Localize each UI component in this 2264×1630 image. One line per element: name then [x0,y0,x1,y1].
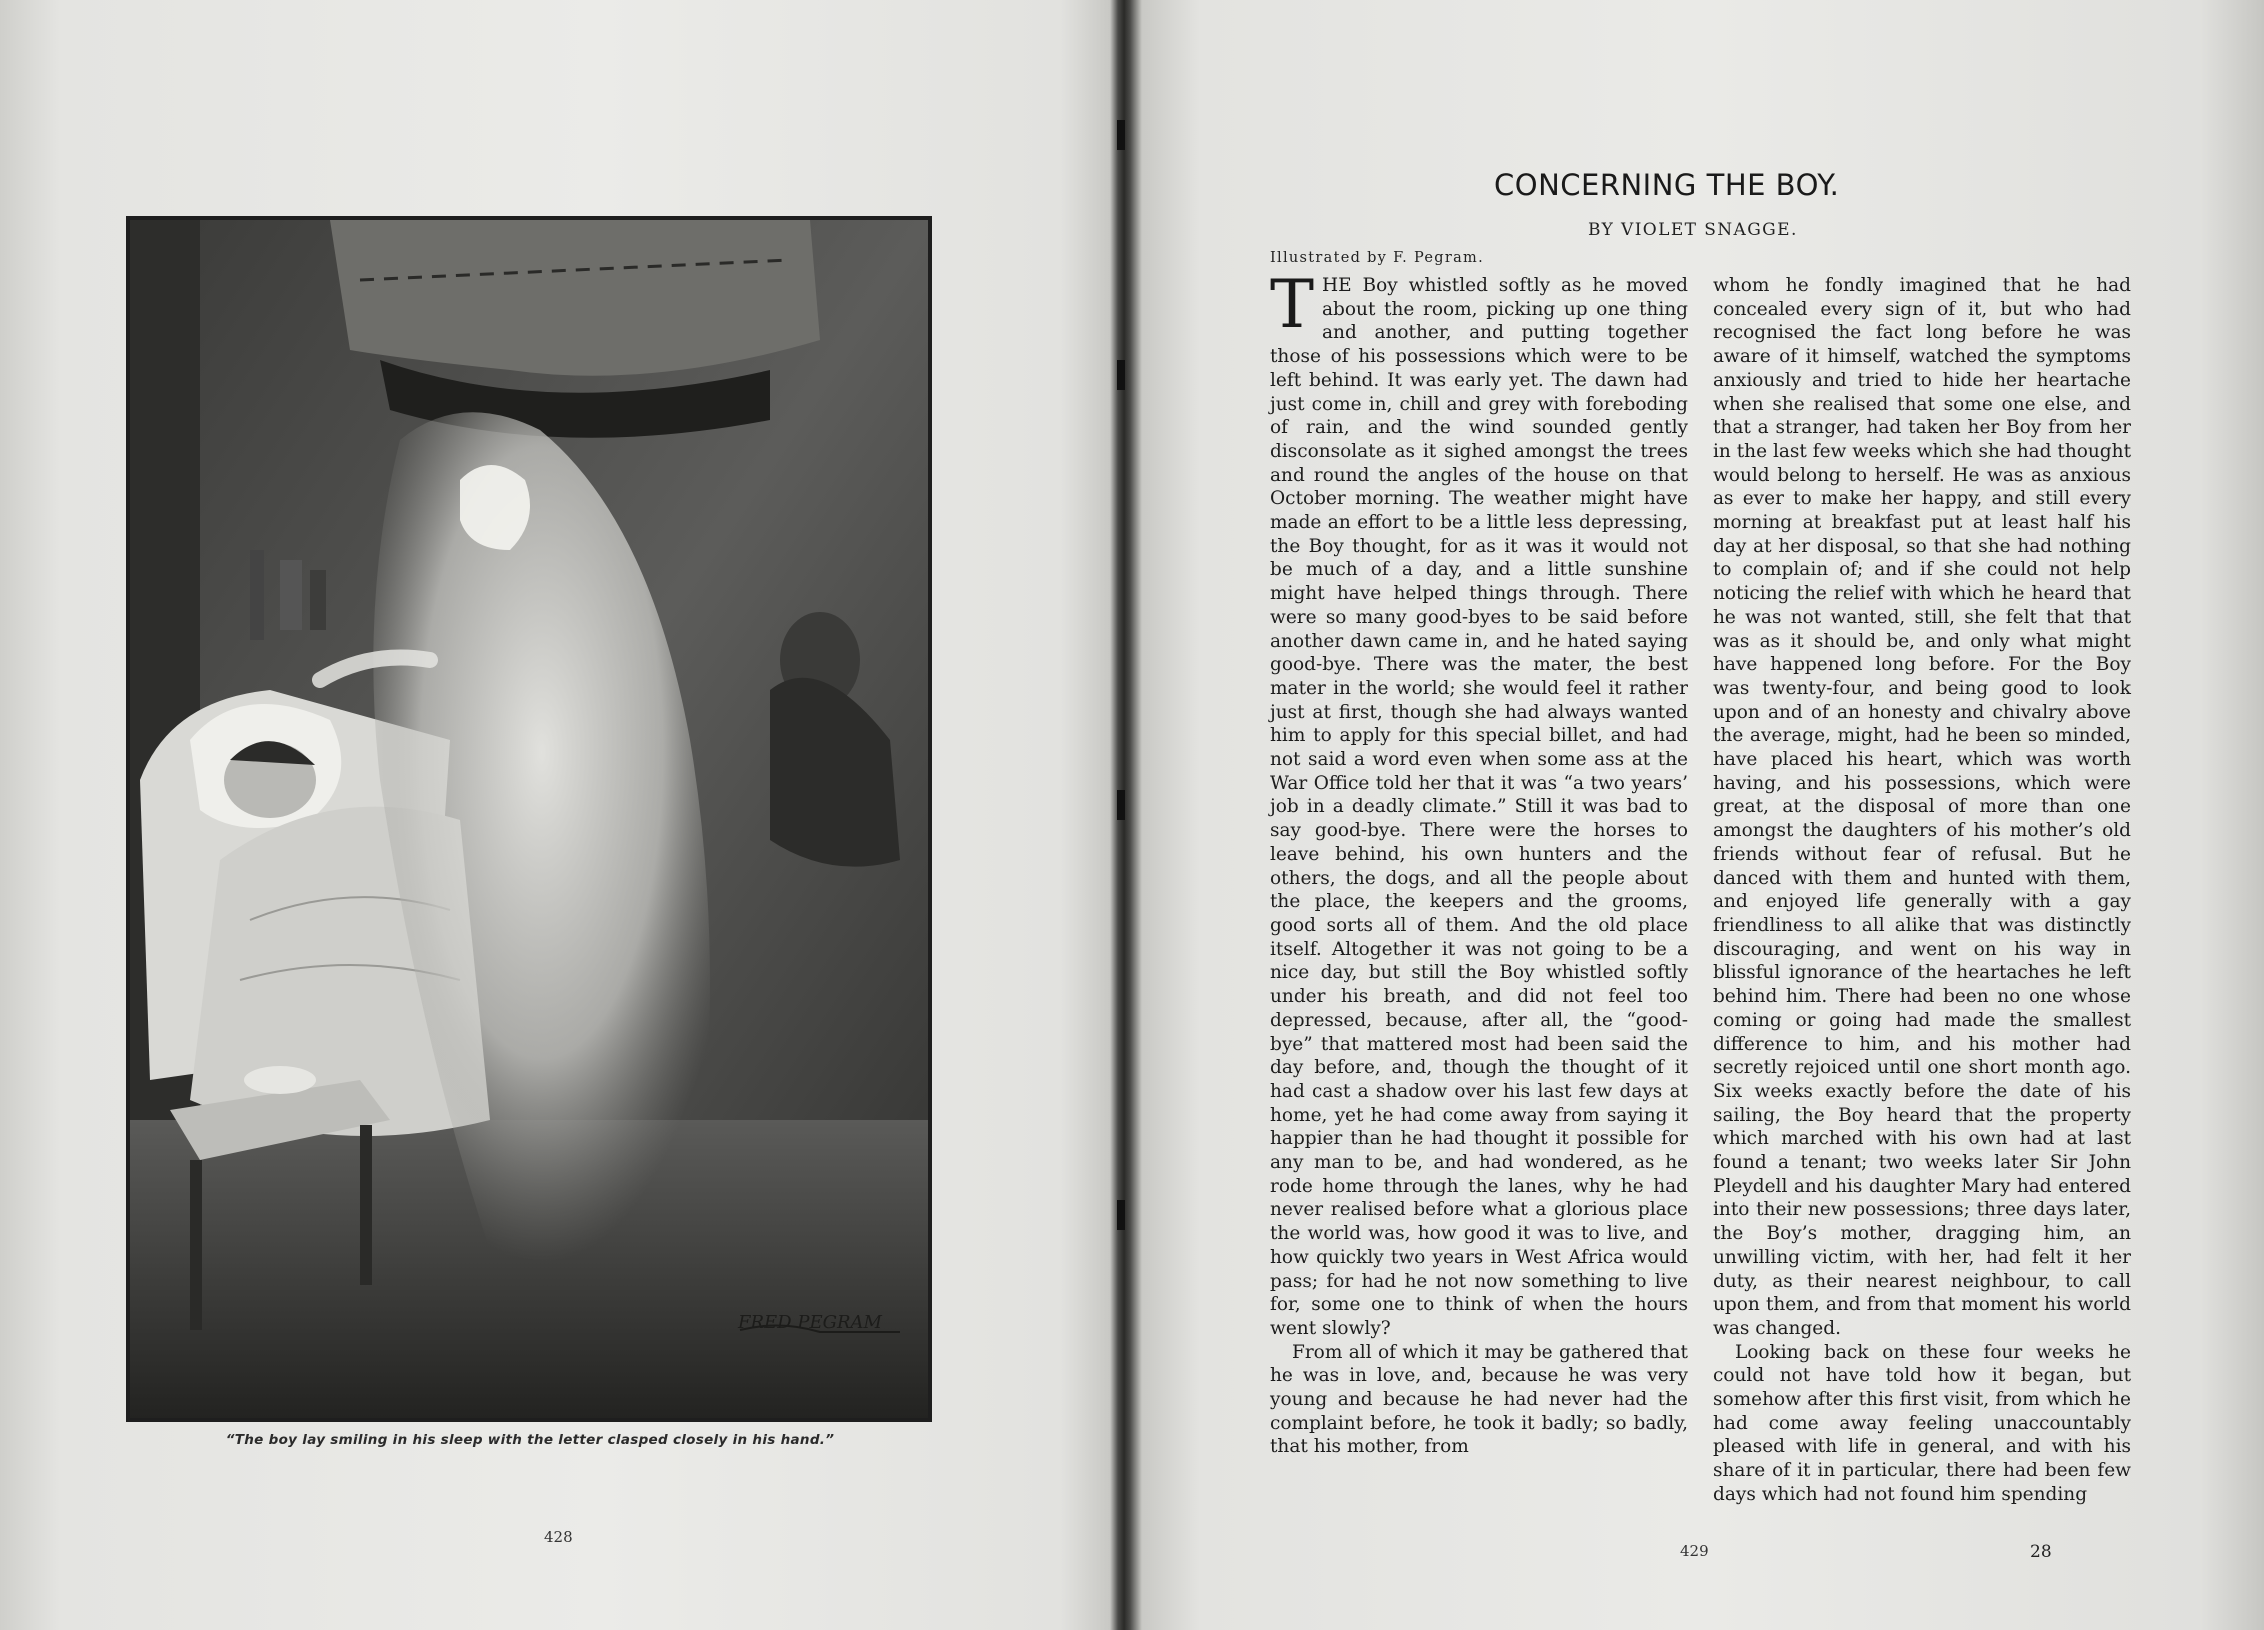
article-title: CONCERNING THE BOY. [1494,168,1840,202]
paragraph: From all of which it may be gathered that he was in love, and, because he was very young and because he had never had the complaint before, he took it badly; so badly, that his mother, from [1270,1341,1688,1458]
paragraph [1270,266,1688,1341]
page-number-left: 428 [544,1528,573,1546]
artist-signature: FRED PEGRAM [738,1312,882,1333]
paragraph: Looking back on these four weeks he could not have told how it began, but somehow after this first visit, from which he had come away feeling unaccountably pleased with life in general, and with his share of it in particular, there had been few days which had not found him spending [1713,1341,2131,1505]
text-column-1 [1270,266,1688,1459]
paragraph: whom he fondly imagined that he had concealed every sign of it, but who had recognised the fact long before he was aware of it himself, watched the symptoms anxiously and tried to hide her heartache when she realised that some one else, and that a stranger, had taken her Boy from her in the last few weeks which she had thought would belong to herself. He was as anxious as ever to make her happy, and still every morning at breakfast put at least half his day at her disposal, so that she had nothing to complain of; and if she could not help noticing the relief with which he heard that he was not wanted, still, she felt that that was as it should be, and only what might have happened long before. For the Boy was twenty-four, and being good to look upon and of an honesty and chivalry above the average, might, had he been so minded, have placed his heart, which was worth having, and his possessions, which were great, at the disposal of more than one amongst the daughters of his mother’s old friends without fear of refusal. But he danced with them and hunted with them, and enjoyed life generally with a gay friendliness to all alike that was distinctly discouraging, and went on his way in blissful ignorance of the heartaches he left behind him. There had been no one whose coming or going had made the smallest difference to him, and his mother had secretly rejoiced until one short month ago. Six weeks exactly before the date of his sailing, the Boy heard that the property which marched with his own had at last found a tenant; two weeks later Sir John Pleydell and his daughter Mary had entered into their new possessions; three days later, the Boy’s mother, dragging him, an unwilling victim, with her, had felt it her duty, as their nearest neighbour, to call upon them, and from that moment his world was changed. [1713,275,2131,1339]
signature-mark: 28 [2030,1542,2052,1562]
illustration-plate [126,216,932,1422]
spine-stitch [1117,360,1125,390]
spine-stitch [1117,120,1125,150]
spine-stitch [1117,1200,1125,1230]
illustration-caption: “The boy lay smiling in his sleep with the letter clasped closely in his hand.” [225,1432,835,1448]
paragraph-text: HE Boy whistled softly as he moved about the room, picking up one thing and another, and putting together those of his possessions which were to be left behind. It was early yet. The dawn had just come in, chill and grey with foreboding of rain, and the wind sounded gently disconsolate as it sighed amongst the trees and round the angles of the house on that October morning. The weather might have made an effort to be a little less depressing, the Boy thought, for as it was it would not be much of a day, and a little sunshine might have helped things through. There were so many good-byes to be said before another dawn came in, and he hated saying good-bye. There was the mater, the best mater in the world; she would feel it rather just at first, though she had always wanted him to apply for this special billet, and had not said a word even when some ass at the War Office told her that it was “a two years’ job in a deadly climate.” Still it was bad to say good-bye. There were the horses to leave behind, his own hunters and the others, the dogs, and all the people about the place, the keepers and the grooms, good sorts all of them. And the old place itself. Altogether it was not going to be a nice day, but still the Boy whistled softly under his breath, and did not feel too depressed, because, after all, the “good-bye” that mattered most had been said the day before, and, though the thought of it had cast a shadow over his last few days at home, yet he had come away from saying it happier than he had thought it possible for any man to be, and had wondered, as he rode home through the lanes, why he had never realised before what a glorious place the world was, how good it was to live, and how quickly two years in West Africa would pass; for had he not now something to live for, some one to think of when the hours went slowly? [1270,275,1688,1339]
sleeping-boy-ghost-illustration [130,220,928,1418]
drop-cap: T [1270,266,1315,343]
article-byline: BY VIOLET SNAGGE. [1588,220,1798,240]
text-column-2 [1713,274,2131,1507]
spine-stitch [1117,790,1125,820]
page-number-right: 429 [1680,1542,1709,1560]
left-page [0,0,1118,1630]
illustrator-credit: Illustrated by F. Pegram. [1270,250,1484,266]
